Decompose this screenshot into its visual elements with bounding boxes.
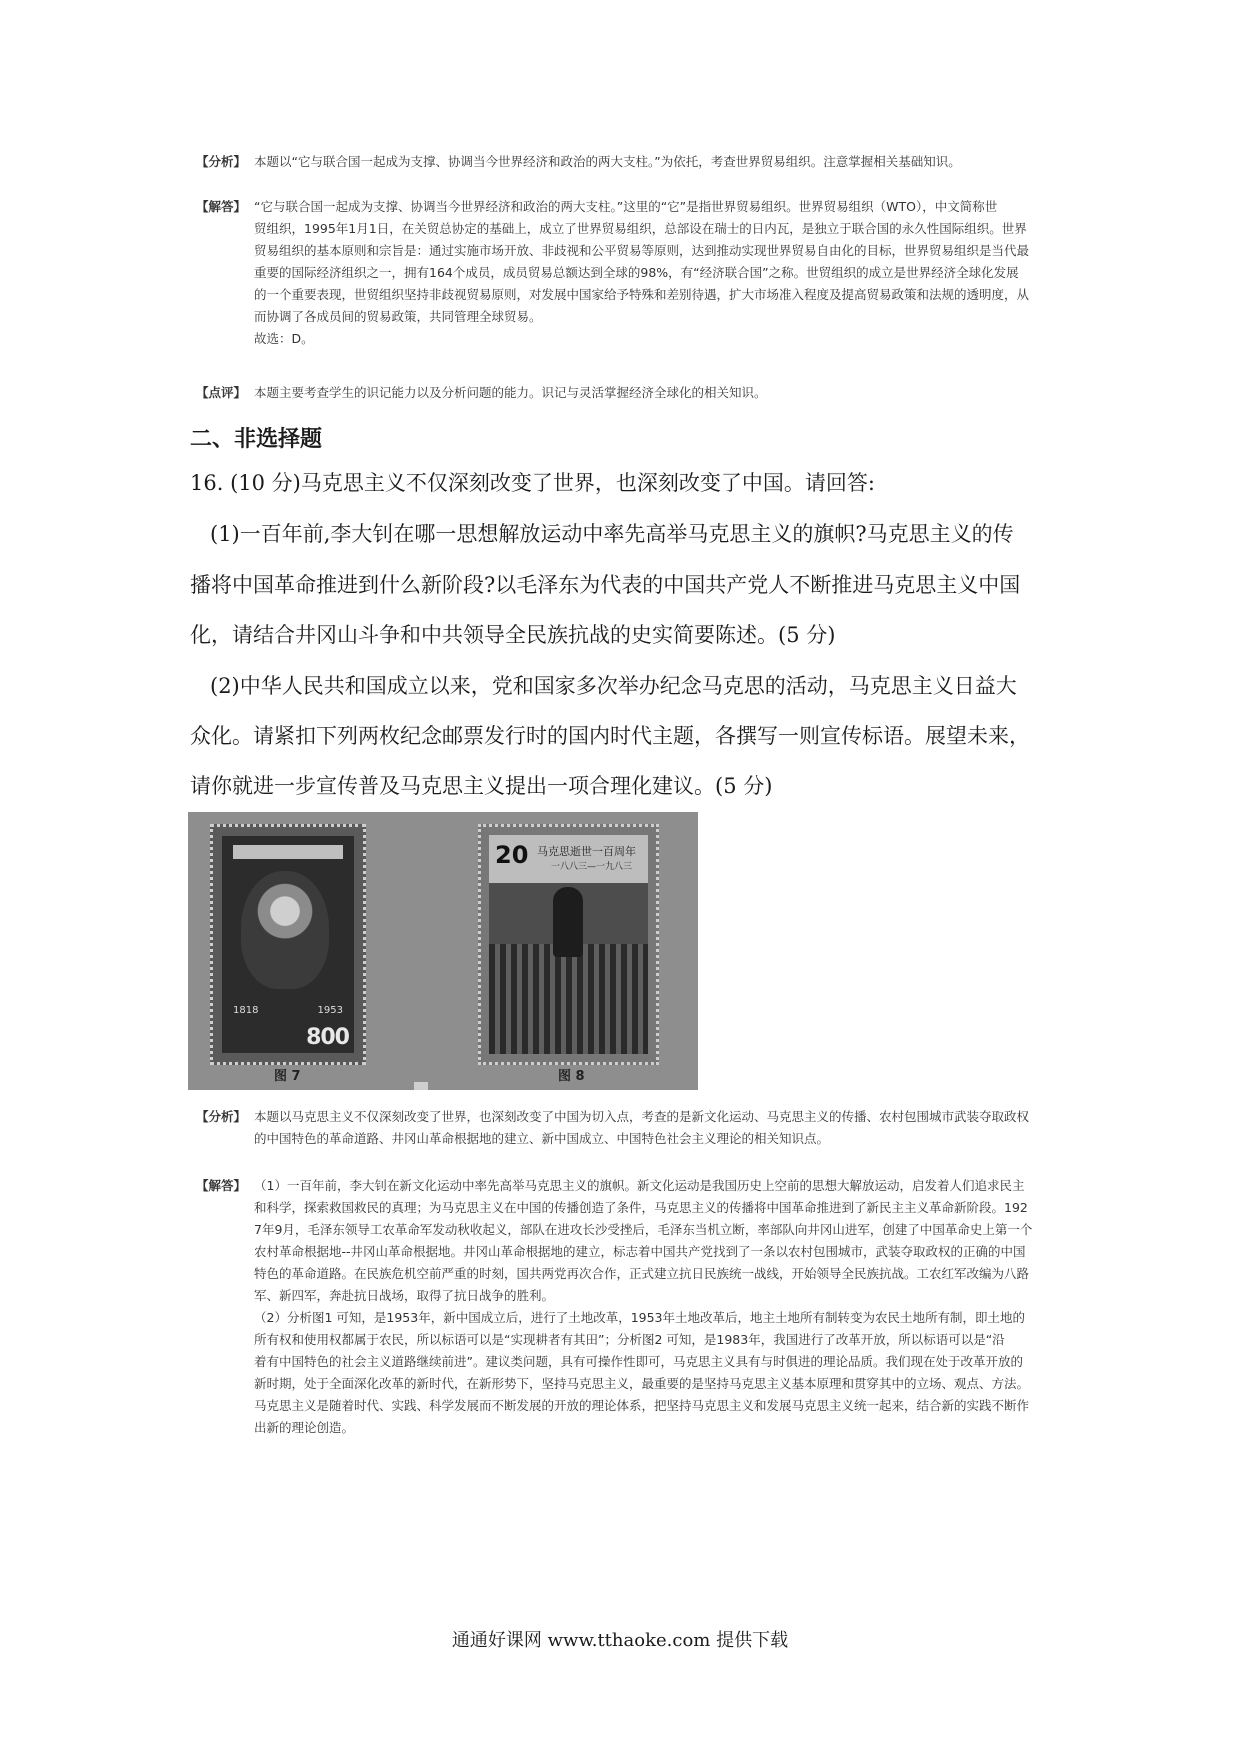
text-line: 所有权和使用权都属于农民，所以标语可以是“实现耕者有其田”；分析图2 可知，是1983年，我国进行了改革开放，所以标语可以是“沿	[254, 1332, 1005, 1347]
question-stem: 16. (10 分)马克思主义不仅深刻改变了世界，也深刻改变了中国。请回答:	[190, 471, 875, 495]
text-line: 和科学，探索救国救民的真理；为马克思主义在中国的传播创造了条件，马克思主义的传播将中国革命推进到了新民主主义革命新阶段。192	[254, 1200, 1028, 1215]
stamp-year-left: 1818	[233, 1005, 259, 1016]
text-line: 军、新四军，奔赴抗日战场，取得了抗日战争的胜利。	[254, 1288, 555, 1303]
text-line: 本题以“它与联合国一起成为支撑、协调当今世界经济和政治的两大支柱。”为依托，考查世界贸易组织。注意掌握相关基础知识。	[254, 154, 961, 169]
page-footer: 通通好课网 www.tthaoke.com 提供下载	[451, 1630, 789, 1651]
answer-text	[254, 196, 1094, 350]
answer-tag: 【解答】	[196, 199, 247, 214]
text-line: 重要的国际经济组织之一，拥有164个成员，成员贸易总额达到全球的98%，有“经济联合国”之称。世贸组织的成立是世界经济全球化发展	[254, 265, 1019, 280]
analysis-text	[254, 151, 1094, 173]
text-line: （1）一百年前，李大钊在新文化运动中率先高举马克思主义的旗帜。新文化运动是我国历史上空前的思想大解放运动，启发着人们追求民主	[254, 1178, 1025, 1193]
text-line: 贸组织，1995年1月1日，在关贸总协定的基础上，成立了世界贸易组织，总部设在瑞士的日内瓦，是独立于联合国的永久性国际组织。世界	[254, 221, 1027, 236]
analysis-text	[254, 1106, 1094, 1150]
text-line: 贸易组织的基本原则和宗旨是：通过实施市场开放、非歧视和公平贸易等原则，达到推动实现世界贸易自由化的目标，世界贸易组织是当代最	[254, 243, 1030, 258]
figure-caption-8: 图 8	[558, 1069, 585, 1084]
text-line: 出新的理论创造。	[254, 1420, 355, 1435]
stamp-years: 一八八三—一九八三	[551, 862, 633, 872]
text-line: 新时期，处于全面深化改革的新时代，在新形势下，坚持马克思主义，最重要的是坚持马克思主义基本原理和贯穿其中的立场、观点、方法。	[254, 1376, 1030, 1391]
comment-text	[254, 382, 1094, 404]
stamp-denomination: 20	[495, 841, 529, 869]
stamp-title: 马克思逝世一百周年	[537, 845, 636, 858]
text-line: 7年9月，毛泽东领导工农革命军发动秋收起义，部队在进攻长沙受挫后，毛泽东当机立断，率部队向井冈山进军，创建了中国革命史上第一个	[254, 1222, 1033, 1237]
speaker-illustration	[553, 887, 583, 957]
question-part2-line: 请你就进一步宣传普及马克思主义提出一项合理化建议。(5 分)	[190, 774, 773, 798]
stamp-banner	[233, 845, 343, 859]
figure-caption-7: 图 7	[274, 1069, 301, 1084]
answer-tag: 【解答】	[196, 1178, 247, 1193]
section-heading: 二、非选择题	[190, 427, 323, 452]
text-line: （2）分析图1 可知，是1953年，新中国成立后，进行了土地改革，1953年土地改革后，地主土地所有制转变为农民土地所有制，即土地的	[254, 1310, 1026, 1325]
marx-centenary-stamp	[478, 824, 659, 1065]
marx-portrait-stamp	[210, 824, 366, 1065]
question-part2-line: 众化。请紧扣下列两枚纪念邮票发行时的国内时代主题，各撰写一则宣传标语。展望未来，	[190, 724, 1030, 748]
stamps-figure	[188, 812, 698, 1090]
analysis-tag: 【分析】	[196, 154, 247, 169]
text-line: 着有中国特色的社会主义道路继续前进”。建议类问题，具有可操作性即可，马克思主义具有与时俱进的理论品质。我们现在处于改革开放的	[254, 1354, 1023, 1369]
text-line: 特色的革命道路。在民族危机空前严重的时刻，国共两党再次合作，正式建立抗日民族统一战线，开始领导全民族抗战。工农红军改编为八路	[254, 1266, 1030, 1281]
text-line: 的中国特色的革命道路、井冈山革命根据地的建立、新中国成立、中国特色社会主义理论的相关知识点。	[254, 1131, 830, 1146]
question-part1-line: 播将中国革命推进到什么新阶段?以毛泽东为代表的中国共产党人不断推进马克思主义中国	[190, 573, 1021, 597]
stamp-denomination: 800	[306, 1025, 349, 1050]
question-part2-line: (2)中华人民共和国成立以来，党和国家多次举办纪念马克思的活动，马克思主义日益大	[210, 674, 1017, 698]
text-line: 的一个重要表现，世贸组织坚持非歧视贸易原则，对发展中国家给予特殊和差别待遇，扩大市场准入程度及提高贸易政策和法规的透明度，从	[254, 287, 1030, 302]
comment-tag: 【点评】	[196, 385, 247, 400]
text-line: 本题主要考查学生的识记能力以及分析问题的能力。识记与灵活掌握经济全球化的相关知识。	[254, 385, 767, 400]
stamp-years	[233, 1005, 343, 1016]
scan-marker	[414, 1082, 428, 1090]
text-line: 农村革命根据地--井冈山革命根据地。井冈山革命根据地的建立，标志着中国共产党找到了一条以农村包围城市，武装夺取政权的正确的中国	[254, 1244, 1026, 1259]
answer-text	[254, 1175, 1094, 1439]
text-line: 马克思主义是随着时代、实践、科学发展而不断发展的开放的理论体系，把坚持马克思主义和发展马克思主义统一起来，结合新的实践不断作	[254, 1398, 1030, 1413]
text-line: 本题以马克思主义不仅深刻改变了世界，也深刻改变了中国为切入点，考查的是新文化运动、马克思主义的传播、农村包围城市武装夺取政权	[254, 1109, 1030, 1124]
text-line: 故选：D。	[254, 331, 314, 346]
analysis-tag: 【分析】	[196, 1109, 247, 1124]
question-part1-line: 化，请结合井冈山斗争和中共领导全民族抗战的史实简要陈述。(5 分)	[190, 623, 836, 647]
text-line: 而协调了各成员间的贸易政策，共同管理全球贸易。	[254, 309, 542, 324]
marx-portrait	[241, 871, 329, 989]
question-part1-line: (1)一百年前,李大钊在哪一思想解放运动中率先高举马克思主义的旗帜?马克思主义的传	[210, 522, 1014, 546]
stamp-year-right: 1953	[317, 1005, 343, 1016]
crowd-illustration	[489, 944, 648, 1054]
text-line: “它与联合国一起成为支撑、协调当今世界经济和政治的两大支柱。”这里的“它”是指世界贸易组织。世界贸易组织（WTO），中文简称世	[254, 199, 998, 214]
